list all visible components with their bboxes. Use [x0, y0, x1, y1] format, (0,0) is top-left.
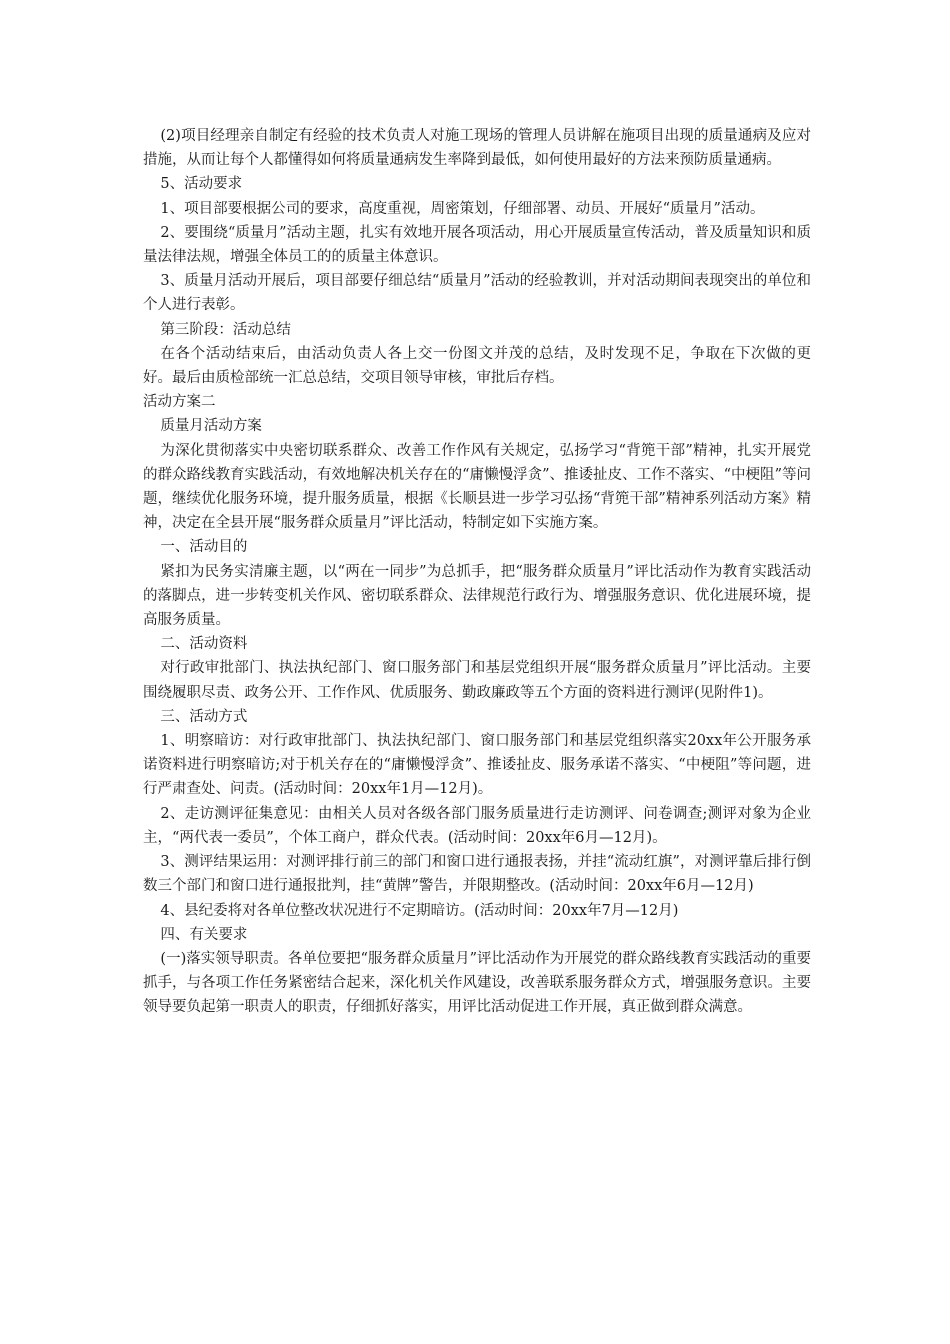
paragraph-method-2: 2、走访测评征集意见：由相关人员对各级各部门服务质量进行走访测评、问卷调查;测评对象为企业主，“两代表一委员”，个体工商户，群众代表。(活动时间：20xx年6月—12月)。 — [143, 805, 811, 846]
paragraph-leadership-duty: (一)落实领导职责。各单位要把“服务群众质量月”评比活动作为开展党的群众路线教育实践活动的重要抓手，与各项工作任务紧密结合起来，深化机关作风建设，改善联系服务群众方式，增强服务意识。主要领导要负起第一职责人的职责，仔细抓好落实，用评比活动促进工作开展，真正做到群众满意。 — [143, 950, 811, 1016]
paragraph-plan-intro: 为深化贯彻落实中央密切联系群众、改善工作作风有关规定，弘扬学习“背篼干部”精神，扎实开展党的群众路线教育实践活动，有效地解决机关存在的“庸懒慢浮贪”、推诿扯皮、工作不落实、“中梗阻”等问题，继续优化服务环境，提升服务质量，根据《长顺县进一步学习弘扬“背篼干部”精神系列活动方案》精神，决定在全县开展“服务群众质量月”评比活动，特制定如下实施方案。 — [143, 442, 811, 532]
heading-section-3-methods: 三、活动方式 — [160, 708, 248, 725]
paragraph-requirement-2: 2、要围绕“质量月”活动主题，扎实有效地开展各项活动，用心开展质量宣传活动，普及质量知识和质量法律法规，增强全体员工的的质量主体意识。 — [143, 224, 811, 266]
paragraph-requirement-3: 3、质量月活动开展后，项目部要仔细总结“质量月”活动的经验教训，并对活动期间表现突出的单位和个人进行表彰。 — [143, 273, 811, 314]
heading-section-2-content: 二、活动资料 — [160, 636, 248, 653]
heading-stage-three: 第三阶段：活动总结 — [160, 321, 291, 338]
heading-activity-requirements: 5、活动要求 — [160, 176, 243, 193]
paragraph-stage-three-summary: 在各个活动结束后，由活动负责人各上交一份图文并茂的总结，及时发现不足，争取在下次做的更好。最后由质检部统一汇总总结，交项目领导审核，审批后存档。 — [143, 345, 811, 387]
heading-plan-two: 活动方案二 — [143, 394, 216, 411]
paragraph-method-3: 3、测评结果运用：对测评排行前三的部门和窗口进行通报表扬，并挂“流动红旗”，对测评靠后排行倒数三个部门和窗口进行通报批判，挂“黄牌”警告，并限期整改。(活动时间：20xx年6月—12月) — [143, 854, 811, 895]
document-page — [143, 124, 811, 1020]
paragraph-purpose: 紧扣为民务实清廉主题，以“两在一同步”为总抓手，把“服务群众质量月”评比活动作为教育实践活动的落脚点，进一步转变机关作风、密切联系群众、法律规范行政行为、增强服务意识、优化进展环境，提高服务质量。 — [143, 563, 811, 629]
paragraph-content: 对行政审批部门、执法执纪部门、窗口服务部门和基层党组织开展“服务群众质量月”评比活动。主要围绕履职尽责、政务公开、工作作风、优质服务、勤政廉政等五个方面的资料进行测评(见附件1)。 — [143, 660, 811, 701]
paragraph-requirement-1: 1、项目部要根据公司的要求，高度重视，周密策划，仔细部署、动员、开展好“质量月”活动。 — [160, 200, 765, 217]
paragraph-method-4: 4、县纪委将对各单位整改状况进行不定期暗访。(活动时间：20xx年7月—12月) — [160, 902, 679, 919]
paragraph-method-1: 1、明察暗访：对行政审批部门、执法执纪部门、窗口服务部门和基层党组织落实20xx年公开服务承诺资料进行明察暗访;对于机关存在的“庸懒慢浮贪”、推诿扯皮、服务承诺不落实、“中梗阻”等问题，进行严肃查处、问责。(活动时间：20xx年1月—12月)。 — [143, 733, 811, 798]
heading-section-1-purpose: 一、活动目的 — [160, 539, 248, 556]
paragraph-quality-defects: (2)项目经理亲自制定有经验的技术负责人对施工现场的管理人员讲解在施项目出现的质量通病及应对措施，从而让每个人都懂得如何将质量通病发生率降到最低，如何使用最好的方法来预防质量通病。 — [143, 128, 811, 169]
heading-quality-month-plan: 质量月活动方案 — [160, 418, 262, 435]
heading-section-4-requirements: 四、有关要求 — [160, 926, 248, 943]
